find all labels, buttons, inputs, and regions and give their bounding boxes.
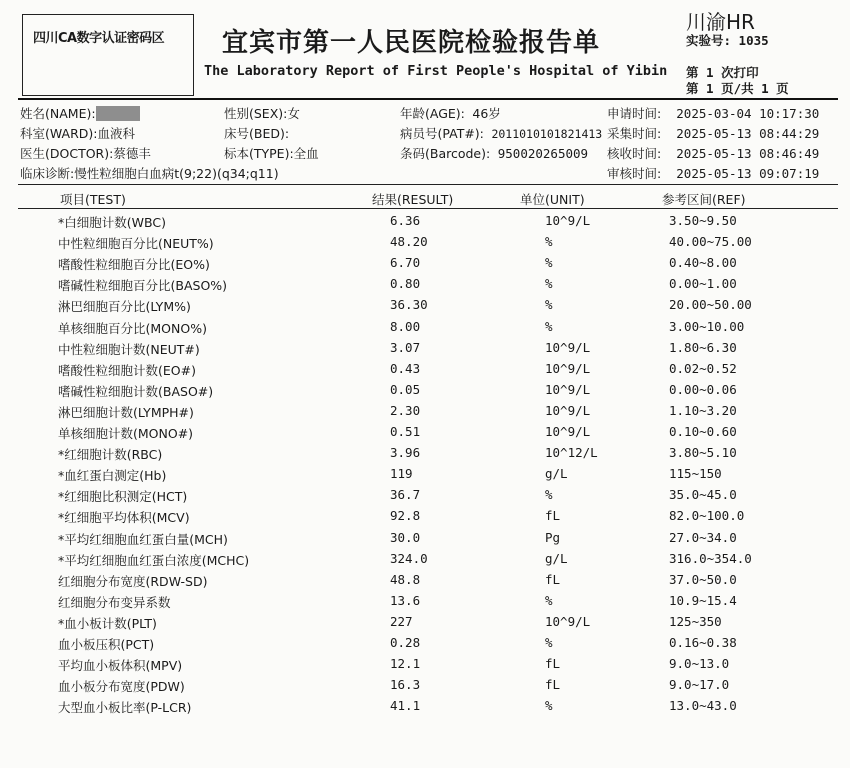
test-ref: 27.0~34.0 bbox=[669, 529, 737, 545]
test-ref: 125~350 bbox=[669, 613, 722, 629]
test-result: 324.0 bbox=[390, 550, 428, 566]
barcode: 条码(Barcode): 950020265009 bbox=[400, 146, 589, 161]
test-name: 嗜酸性粒细胞百分比(EO%) bbox=[58, 257, 210, 273]
test-result: 0.28 bbox=[390, 635, 421, 650]
test-result: 0.05 bbox=[390, 381, 421, 397]
test-name: *红细胞比积测定(HCT) bbox=[58, 489, 188, 505]
ca-label: 四川CA数字认证密码区 bbox=[33, 31, 165, 46]
test-result: 48.20 bbox=[390, 234, 428, 250]
table-row bbox=[0, 276, 850, 296]
test-ref: 3.00~10.00 bbox=[669, 318, 745, 334]
patient-sex: 性别(SEX):女 bbox=[224, 106, 300, 121]
test-result: 6.70 bbox=[390, 255, 421, 271]
test-result: 227 bbox=[390, 613, 413, 629]
test-unit: fL bbox=[545, 571, 561, 587]
test-result: 36.7 bbox=[390, 487, 421, 503]
test-result: 119 bbox=[390, 466, 413, 482]
patient-number: 病员号(PAT#): 2011010101821413 bbox=[400, 126, 603, 141]
patient-name: 姓名(NAME): bbox=[20, 104, 140, 122]
test-ref: 1.10~3.20 bbox=[669, 402, 737, 418]
test-result: 16.3 bbox=[390, 677, 421, 693]
test-name: *血小板计数(PLT) bbox=[58, 615, 157, 631]
test-unit: g/L bbox=[545, 466, 568, 482]
table-row bbox=[0, 698, 850, 718]
receive-time: 核收时间: 2025-05-13 08:46:49 bbox=[607, 146, 820, 161]
test-unit: 10^9/L bbox=[545, 360, 591, 376]
table-header-divider bbox=[18, 208, 838, 209]
test-ref: 10.9~15.4 bbox=[669, 592, 737, 608]
test-ref: 0.00~1.00 bbox=[669, 276, 737, 292]
col-ref: 参考区间(REF) bbox=[662, 192, 746, 207]
test-unit: % bbox=[545, 592, 553, 608]
test-result: 36.30 bbox=[390, 297, 428, 313]
table-row bbox=[0, 677, 850, 697]
test-unit: 10^9/L bbox=[545, 424, 591, 439]
table-row bbox=[0, 635, 850, 655]
col-test: 项目(TEST) bbox=[60, 192, 126, 207]
table-row bbox=[0, 234, 850, 254]
test-unit: 10^9/L bbox=[545, 402, 591, 418]
test-unit: % bbox=[545, 276, 553, 292]
test-name: 血小板压积(PCT) bbox=[58, 637, 155, 652]
test-unit: fL bbox=[545, 656, 561, 672]
test-name: 淋巴细胞百分比(LYM%) bbox=[58, 299, 191, 315]
ca-stamp-box bbox=[22, 14, 194, 96]
patient-bed: 床号(BED): bbox=[224, 126, 290, 141]
test-ref: 9.0~17.0 bbox=[669, 677, 730, 693]
patient-ward: 科室(WARD):血液科 bbox=[20, 126, 136, 141]
report-title: 宜宾市第一人民医院检验报告单 bbox=[222, 28, 601, 58]
test-unit: % bbox=[545, 255, 553, 271]
test-ref: 0.16~0.38 bbox=[669, 635, 737, 650]
test-unit: g/L bbox=[545, 550, 568, 566]
test-unit: 10^9/L bbox=[545, 213, 591, 228]
table-row bbox=[0, 572, 850, 592]
test-result: 6.36 bbox=[390, 213, 421, 228]
page-info: 第 1 页/共 1 页 bbox=[686, 81, 789, 96]
table-row bbox=[0, 382, 850, 402]
test-unit: Pg bbox=[545, 529, 561, 545]
test-name: 单核细胞计数(MONO#) bbox=[58, 426, 194, 441]
table-row bbox=[0, 487, 850, 507]
hr-mark: 川渝HR bbox=[686, 10, 755, 34]
test-ref: 35.0~45.0 bbox=[669, 487, 737, 503]
report-title-en: The Laboratory Report of First People's Hospital of Yibin bbox=[204, 63, 668, 79]
test-unit: % bbox=[545, 698, 553, 714]
clinical-diagnosis: 临床诊断:慢性粒细胞白血病t(9;22)(q34;q11) bbox=[20, 166, 279, 181]
test-unit: 10^9/L bbox=[545, 381, 591, 397]
test-name: 淋巴细胞计数(LYMPH#) bbox=[58, 404, 194, 420]
test-result: 0.43 bbox=[390, 360, 421, 376]
table-row bbox=[0, 319, 850, 339]
test-result: 48.8 bbox=[390, 571, 421, 587]
header-divider bbox=[18, 98, 838, 100]
test-unit: % bbox=[545, 318, 553, 334]
test-ref: 82.0~100.0 bbox=[669, 508, 745, 524]
test-result: 13.6 bbox=[390, 592, 421, 608]
table-row bbox=[0, 593, 850, 613]
test-unit: fL bbox=[545, 508, 561, 524]
col-unit: 单位(UNIT) bbox=[520, 192, 585, 207]
test-unit: 10^9/L bbox=[545, 613, 591, 629]
test-result: 3.07 bbox=[390, 339, 421, 355]
test-name: *平均红细胞血红蛋白量(MCH) bbox=[58, 531, 228, 547]
table-row bbox=[0, 255, 850, 275]
test-result: 41.1 bbox=[390, 698, 421, 714]
test-ref: 316.0~354.0 bbox=[669, 550, 752, 566]
test-name: 红细胞分布宽度(RDW-SD) bbox=[58, 573, 208, 589]
test-ref: 3.80~5.10 bbox=[669, 445, 737, 461]
patient-doctor: 医生(DOCTOR):蔡德丰 bbox=[20, 146, 151, 161]
test-name: 单核细胞百分比(MONO%) bbox=[58, 320, 207, 336]
lab-number: 实验号: 1035 bbox=[686, 33, 769, 48]
test-result: 0.51 bbox=[390, 424, 421, 439]
table-row bbox=[0, 424, 850, 444]
test-name: *白细胞计数(WBC) bbox=[58, 215, 166, 230]
test-name: 血小板分布宽度(PDW) bbox=[58, 679, 185, 695]
table-row bbox=[0, 361, 850, 381]
test-name: 平均血小板体积(MPV) bbox=[58, 658, 183, 674]
table-row bbox=[0, 340, 850, 360]
test-ref: 0.00~0.06 bbox=[669, 381, 737, 397]
test-result: 0.80 bbox=[390, 276, 421, 292]
test-ref: 37.0~50.0 bbox=[669, 571, 737, 587]
test-result: 2.30 bbox=[390, 402, 421, 418]
table-row bbox=[0, 656, 850, 676]
print-count: 第 1 次打印 bbox=[686, 65, 759, 80]
test-name: *平均红细胞血红蛋白浓度(MCHC) bbox=[58, 552, 250, 568]
test-ref: 0.02~0.52 bbox=[669, 360, 737, 376]
info-divider bbox=[18, 184, 838, 185]
table-row bbox=[0, 530, 850, 550]
table-row bbox=[0, 213, 850, 233]
test-name: *红细胞计数(RBC) bbox=[58, 447, 163, 463]
test-ref: 0.40~8.00 bbox=[669, 255, 737, 271]
specimen-type: 标本(TYPE):全血 bbox=[224, 146, 319, 161]
test-result: 30.0 bbox=[390, 529, 421, 545]
test-name: 红细胞分布变异系数 bbox=[58, 594, 171, 610]
test-result: 12.1 bbox=[390, 656, 421, 672]
table-row bbox=[0, 508, 850, 528]
test-result: 8.00 bbox=[390, 318, 421, 334]
test-name: *血红蛋白测定(Hb) bbox=[58, 468, 167, 484]
review-time: 审核时间: 2025-05-13 09:07:19 bbox=[607, 166, 820, 181]
table-row bbox=[0, 297, 850, 317]
col-result: 结果(RESULT) bbox=[372, 192, 454, 207]
table-row bbox=[0, 403, 850, 423]
test-unit: % bbox=[545, 297, 553, 313]
test-name: 中性粒细胞计数(NEUT#) bbox=[58, 341, 200, 357]
name-redaction bbox=[96, 106, 140, 121]
table-row bbox=[0, 466, 850, 486]
test-name: 嗜碱性粒细胞计数(BASO#) bbox=[58, 383, 214, 399]
test-ref: 1.80~6.30 bbox=[669, 339, 737, 355]
table-row bbox=[0, 445, 850, 465]
test-ref: 13.0~43.0 bbox=[669, 698, 737, 714]
patient-age: 年龄(AGE): 46岁 bbox=[400, 106, 501, 121]
test-unit: 10^12/L bbox=[545, 445, 598, 461]
test-name: *红细胞平均体积(MCV) bbox=[58, 510, 190, 526]
test-ref: 20.00~50.00 bbox=[669, 297, 752, 313]
test-name: 嗜酸性粒细胞计数(EO#) bbox=[58, 362, 196, 378]
test-unit: fL bbox=[545, 677, 561, 693]
test-ref: 40.00~75.00 bbox=[669, 234, 752, 250]
test-unit: % bbox=[545, 234, 553, 250]
test-ref: 115~150 bbox=[669, 466, 722, 482]
apply-time: 申请时间: 2025-03-04 10:17:30 bbox=[607, 106, 820, 121]
table-row bbox=[0, 614, 850, 634]
test-ref: 9.0~13.0 bbox=[669, 656, 730, 672]
test-unit: % bbox=[545, 635, 553, 650]
collect-time: 采集时间: 2025-05-13 08:44:29 bbox=[607, 126, 820, 141]
test-result: 92.8 bbox=[390, 508, 421, 524]
test-result: 3.96 bbox=[390, 445, 421, 461]
table-row bbox=[0, 551, 850, 571]
test-name: 中性粒细胞百分比(NEUT%) bbox=[58, 236, 214, 252]
test-ref: 0.10~0.60 bbox=[669, 424, 737, 439]
test-name: 嗜碱性粒细胞百分比(BASO%) bbox=[58, 278, 228, 294]
test-name: 大型血小板比率(P-LCR) bbox=[58, 700, 192, 716]
test-unit: % bbox=[545, 487, 553, 503]
test-unit: 10^9/L bbox=[545, 339, 591, 355]
test-ref: 3.50~9.50 bbox=[669, 213, 737, 228]
